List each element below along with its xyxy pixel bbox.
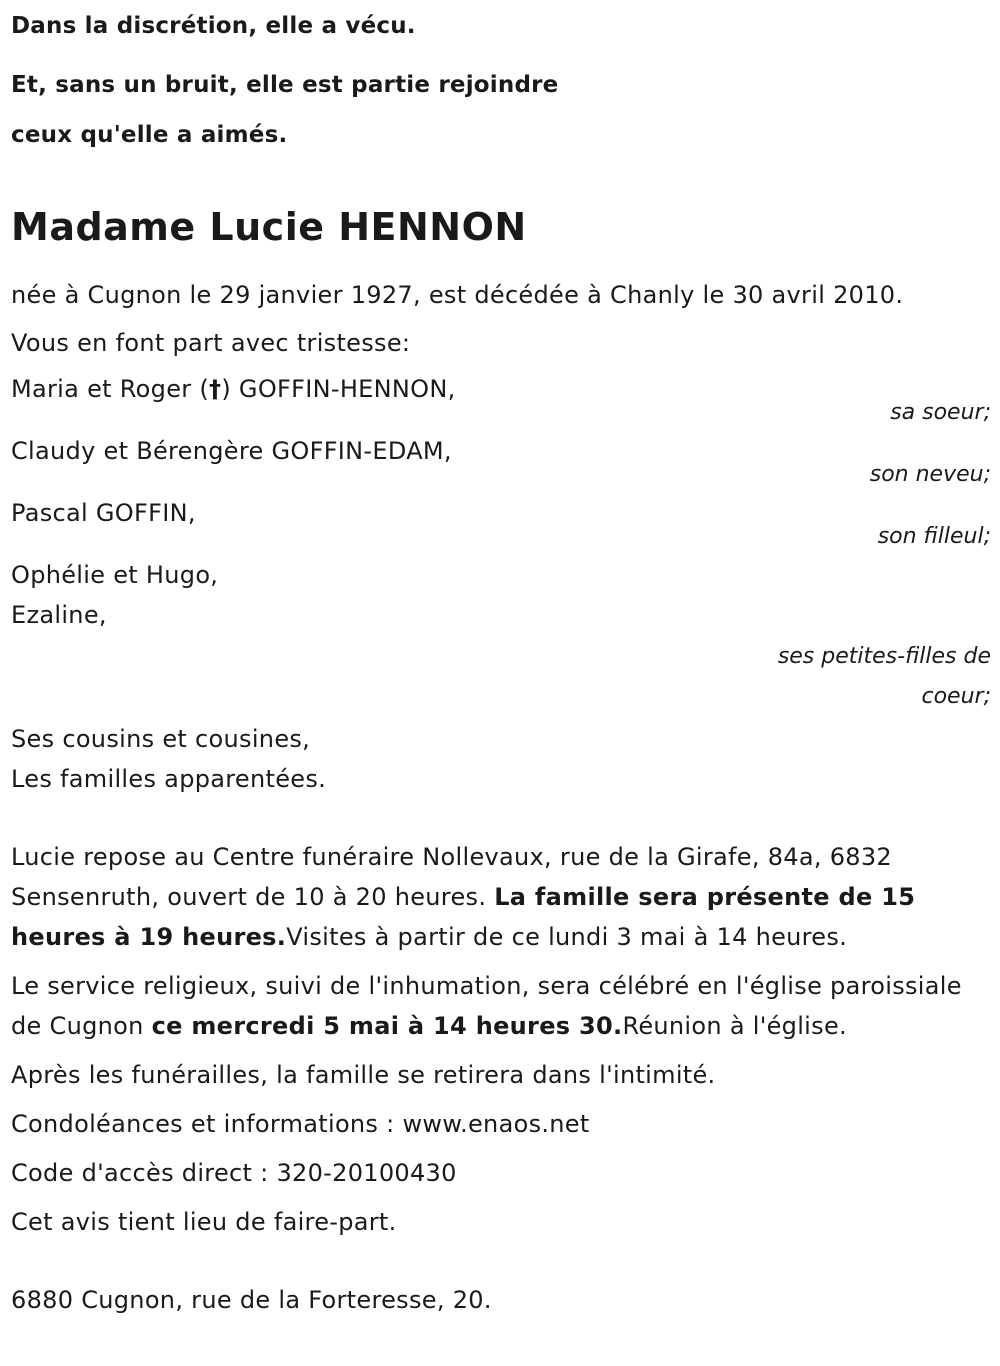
repose-paragraph: Lucie repose au Centre funéraire Nollevaux, rue de la Girafe, 84a, 6832 Sensenruth, ouvert de 10 à 20 heures. La famille sera présente de 15 heures à 19 heures.Visites à partir de ce lundi 3 mai à 14 heures. [11,843,916,951]
intro-line: Vous en font part avec tristesse: [11,329,411,357]
poem-line: Et, sans un bruit, elle est partie rejoindre [11,72,559,98]
family-entry [11,369,991,433]
family-entry [11,493,991,557]
family-name: Pascal GOFFIN, [11,499,196,527]
poem [11,0,991,160]
family-relation: son neveu; [869,462,991,487]
family-name: Claudy et Bérengère GOFFIN-EDAM, [11,437,452,465]
family-name: Ophélie et Hugo, [11,561,219,589]
obituary-notice [11,0,991,1320]
poem-line: Dans la discrétion, elle a vécu. [11,13,416,39]
other-relatives [11,719,991,799]
family-relation: sa soeur; [890,400,991,425]
family-entry [11,555,991,717]
access-code-line: Code d'accès direct : 320-20100430 [11,1159,457,1187]
family-relation: ses petites-filles de coeur; [777,644,991,709]
deceased-name: Madame Lucie HENNON [11,205,527,249]
after-funeral-line: Après les funérailles, la famille se retirera dans l'intimité. [11,1061,716,1089]
birth-death-line: née à Cugnon le 29 janvier 1927, est décédée à Chanly le 30 avril 2010. [11,281,904,309]
cross-icon: † [209,375,222,403]
family-name: Ezaline, [11,601,107,629]
service-paragraph: Le service religieux, suivi de l'inhumation, sera célébré en l'église paroissiale de Cugnon ce mercredi 5 mai à 14 heures 30.Réunion à l'église. [11,972,962,1040]
address-line: 6880 Cugnon, rue de la Forteresse, 20. [11,1286,492,1314]
notice-line: Cet avis tient lieu de faire-part. [11,1208,397,1236]
condolences-line: Condoléances et informations : www.enaos.net [11,1110,590,1138]
family-name: Maria et Roger (†) GOFFIN-HENNON, [11,375,456,403]
family-relation: son filleul; [877,524,991,549]
family-entry [11,431,991,495]
family-name: Ses cousins et cousines, [11,725,311,753]
family-name: Les familles apparentées. [11,765,327,793]
poem-line: ceux qu'elle a aimés. [11,122,288,148]
